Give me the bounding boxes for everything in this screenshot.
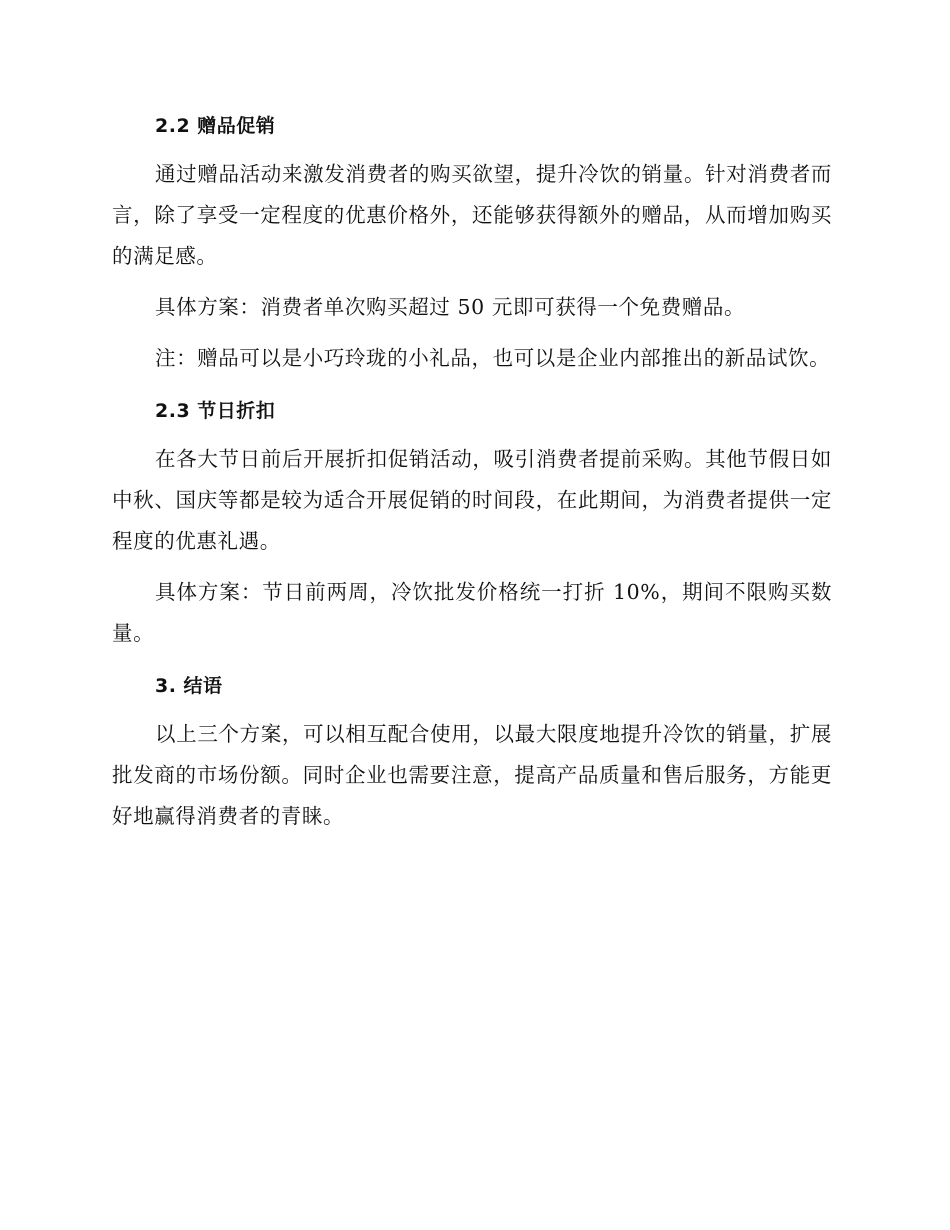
section-heading: 2.2 赠品促销 — [155, 115, 276, 137]
document-page — [112, 104, 832, 847]
paragraph: 注：赠品可以是小巧玲珑的小礼品，也可以是企业内部推出的新品试饮。 — [155, 346, 831, 370]
paragraph: 具体方案：消费者单次购买超过 50 元即可获得一个免费赠品。 — [155, 295, 746, 319]
paragraph: 以上三个方案，可以相互配合使用，以最大限度地提升冷饮的销量，扩展批发商的市场份额。同时企业也需要注意，提高产品质量和售后服务，方能更好地赢得消费者的青睐。 — [112, 722, 832, 828]
paragraph: 具体方案：节日前两周，冷饮批发价格统一打折 10%，期间不限购买数量。 — [112, 580, 832, 645]
section-gift-promotion — [112, 104, 832, 379]
section-holiday-discount — [112, 389, 832, 654]
section-heading: 3. 结语 — [155, 675, 223, 697]
section-conclusion — [112, 664, 832, 837]
paragraph: 在各大节日前后开展折扣促销活动，吸引消费者提前采购。其他节假日如中秋、国庆等都是较为适合开展促销的时间段，在此期间，为消费者提供一定程度的优惠礼遇。 — [112, 447, 832, 553]
section-heading: 2.3 节日折扣 — [155, 400, 276, 422]
paragraph: 通过赠品活动来激发消费者的购买欲望，提升冷饮的销量。针对消费者而言，除了享受一定程度的优惠价格外，还能够获得额外的赠品，从而增加购买的满足感。 — [112, 162, 832, 268]
